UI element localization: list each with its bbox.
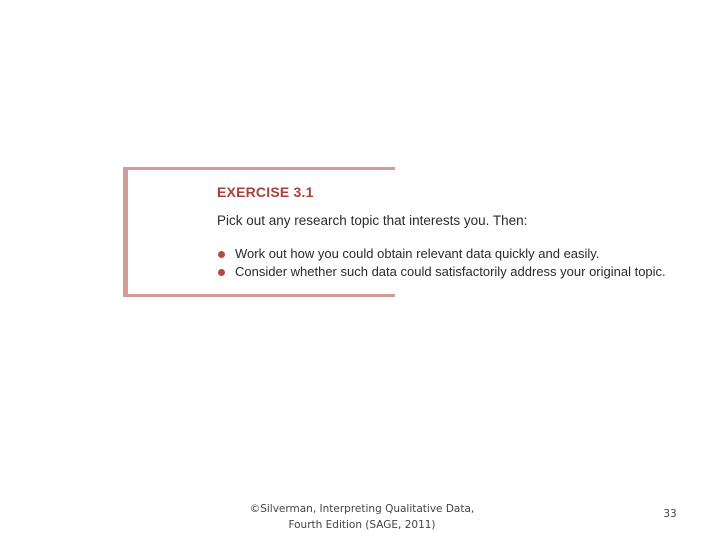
bullet-icon xyxy=(218,269,225,276)
bullet-text: Consider whether such data could satisfactorily address your original topic. xyxy=(235,264,666,279)
bullet-text: Work out how you could obtain relevant data quickly and easily. xyxy=(235,246,600,261)
citation-line-1: ©Silverman, Interpreting Qualitative Data, xyxy=(249,503,475,515)
list-item xyxy=(217,245,666,263)
citation-line-2: Fourth Edition (SAGE, 2011) xyxy=(288,519,436,531)
page-number: 33 xyxy=(663,508,677,520)
exercise-bullet-list xyxy=(217,245,666,281)
footer-citation xyxy=(232,501,492,533)
exercise-title: EXERCISE 3.1 xyxy=(217,184,314,200)
bullet-icon xyxy=(218,251,225,258)
list-item xyxy=(217,263,666,281)
exercise-intro: Pick out any research topic that interests you. Then: xyxy=(217,213,528,228)
